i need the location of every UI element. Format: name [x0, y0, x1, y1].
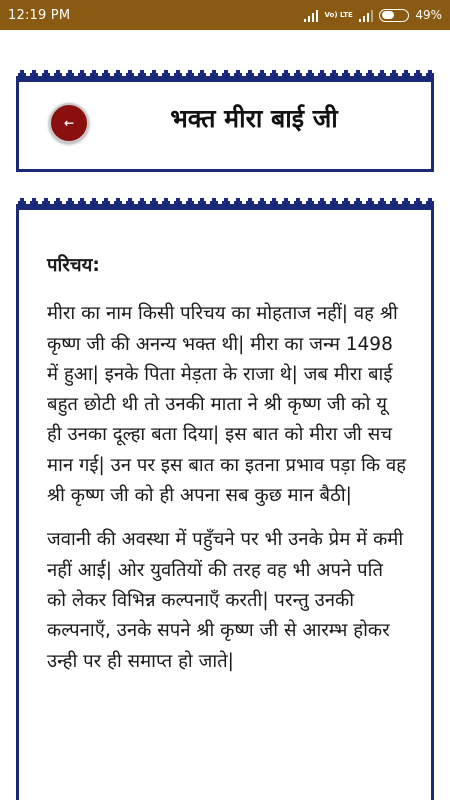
content-card	[16, 206, 434, 800]
decorative-border-top	[16, 70, 434, 82]
signal-icon	[304, 9, 319, 22]
back-arrow-icon: ←	[63, 116, 75, 130]
signal-icon-secondary	[359, 9, 374, 22]
lte-indicator: Vo) LTE	[324, 10, 353, 19]
status-icons	[304, 8, 442, 22]
back-button[interactable]	[49, 103, 89, 143]
battery-fill	[382, 11, 394, 19]
paragraph-1: मीरा का नाम किसी परिचय का मोहताज नहीं| वह श्री कृष्ण जी की अनन्य भक्त थी| मीरा का जन्म 1498 में हुआ| इनके पिता मेड़ता के राजा थे| जब मीरा बाई बहुत छोटी थी तो उनकी माता ने श्री कृष्ण जी को यू ही उनका दूल्हा बता दिया| इस बात को मीरा जी सच मान गई| उन पर इस बात का इतना प्रभाव पड़ा कि वह श्री कृष्ण जी को ही अपना सब कुछ मान बैठी|	[47, 303, 407, 507]
status-time: 12:19 PM	[8, 7, 71, 23]
header-card	[16, 78, 434, 172]
battery-icon	[379, 9, 409, 22]
paragraph-2: जवानी की अवस्था में पहुँचने पर भी उनके प्रेम में कमी नहीं आई| ओर युवतियों की तरह वह भी अपने पति को लेकर विभिन्न कल्पनाएँ करती| परन्तु उनकी कल्पनाएँ, उनके सपने श्री कृष्ण जी से आरम्भ होकर उन्ही पर ही समाप्त हो जाते|	[47, 529, 404, 672]
article-content	[47, 251, 407, 691]
section-heading: परिचय:	[47, 255, 100, 276]
status-bar	[0, 0, 450, 30]
decorative-border-top	[16, 198, 434, 210]
page-title: भक्त मीरा बाई जी	[170, 104, 338, 133]
battery-percent: 49%	[415, 8, 442, 22]
